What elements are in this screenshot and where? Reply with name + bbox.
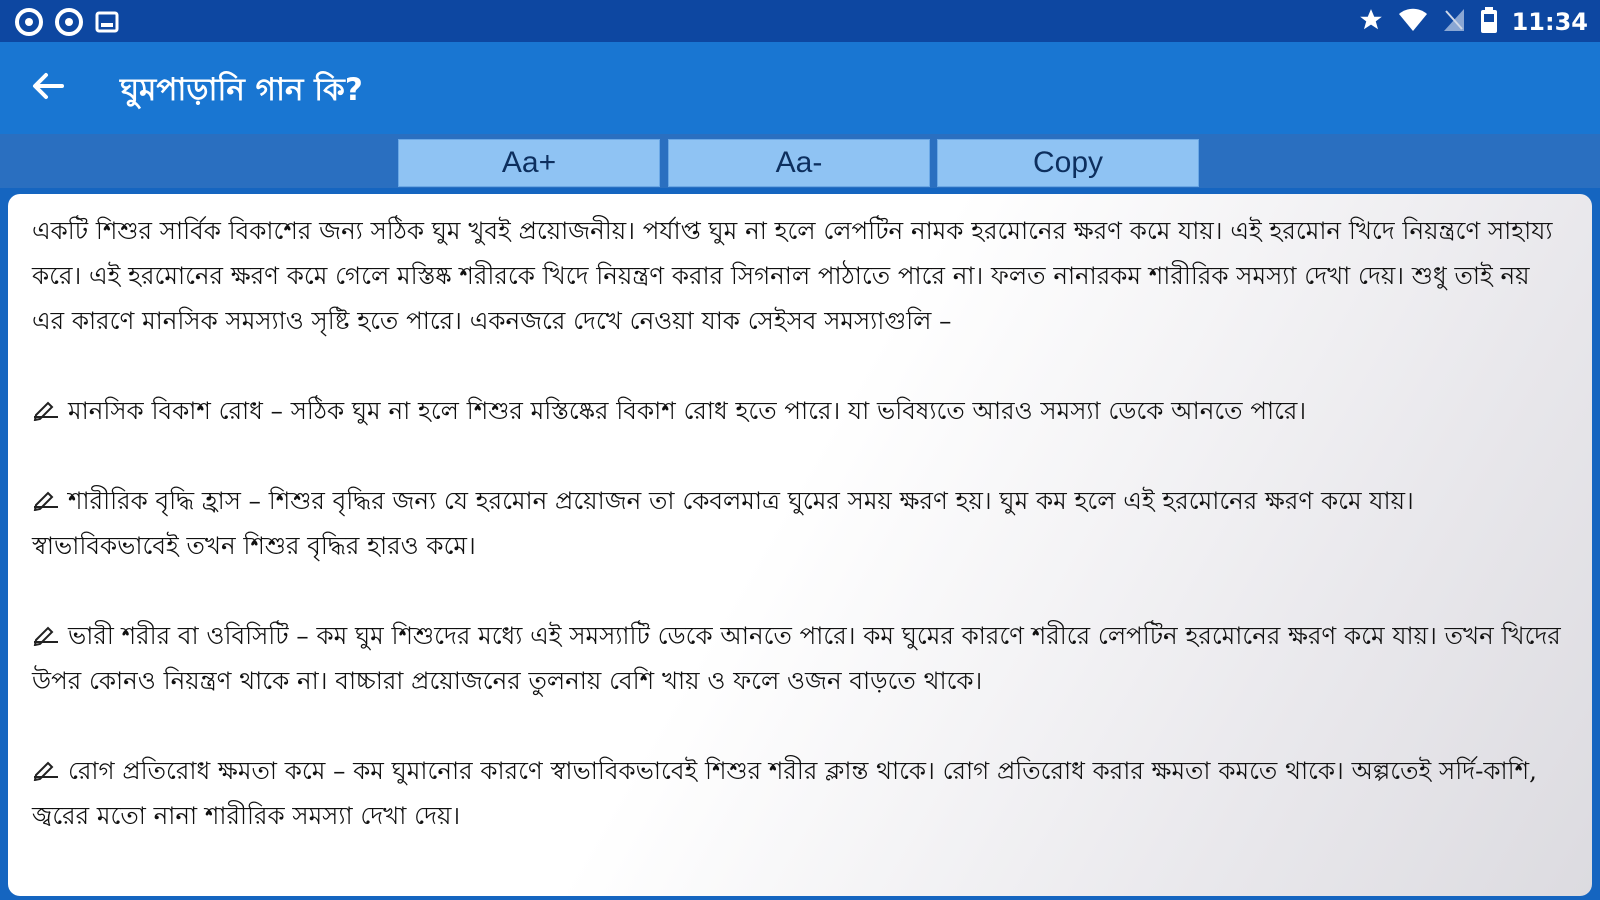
copy-button[interactable]: Copy	[937, 139, 1199, 187]
decrease-font-button[interactable]: Aa-	[668, 139, 930, 187]
no-signal-icon	[1442, 7, 1466, 37]
point-text: ভারী শরীর বা ওবিসিটি – কম ঘুম শিশুদের মধ্যে এই সমস্যাটি ডেকে আনতে পারে। কম ঘুমের কারণে শরীরে লেপটিন হরমোনের ক্ষরণ কমে যায়। তখন খিদের উপর কোনও নিয়ন্ত্রণ থাকে না। বাচ্চারা প্রয়োজনের তুলনায় বেশি খায় ও ফলে ওজন বাড়তে থাকে।	[32, 621, 1561, 695]
record-icon	[14, 7, 44, 41]
status-bar-right	[1358, 6, 1588, 38]
battery-icon	[1480, 6, 1498, 38]
point-text: শারীরিক বৃদ্ধি হ্রাস – শিশুর বৃদ্ধির জন্য যে হরমোন প্রয়োজন তা কেবলমাত্র ঘুমের সময় ক্ষরণ হয়। ঘুম কম হলে এই হরমোনের ক্ষরণ কমে যায়। স্বাভাবিকভাবেই তখন শিশুর বৃদ্ধির হারও কমে।	[32, 486, 1414, 560]
paragraph-spacer	[32, 703, 1566, 748]
status-time: 11:34	[1511, 8, 1588, 36]
wifi-icon	[1398, 7, 1428, 37]
increase-font-button[interactable]: Aa+	[398, 139, 660, 187]
arrow-left-icon	[32, 72, 64, 104]
point-paragraph	[32, 613, 1566, 703]
point-paragraph	[32, 388, 1566, 433]
status-bar-left	[14, 7, 120, 41]
point-text: মানসিক বিকাশ রোধ – সঠিক ঘুম না হলে শিশুর মস্তিষ্কের বিকাশ রোধ হতে পারে। যা ভবিষ্যতে আরও সমস্যা ডেকে আনতে পারে।	[68, 396, 1307, 425]
image-icon	[94, 9, 120, 39]
writing-hand-icon	[32, 750, 60, 772]
back-button[interactable]	[22, 62, 74, 114]
intro-paragraph: একটি শিশুর সার্বিক বিকাশের জন্য সঠিক ঘুম খুবই প্রয়োজনীয়। পর্যাপ্ত ঘুম না হলে লেপটিন নামক হরমোনের ক্ষরণ কমে যায়। এই হরমোন খিদে নিয়ন্ত্রণে সাহায্য করে। এই হরমোনের ক্ষরণ কমে গেলে মস্তিষ্ক শরীরকে খিদে নিয়ন্ত্রণ করার সিগনাল পাঠাতে পারে না। ফলত নানারকম শারীরিক সমস্যা দেখা দেয়। শুধু তাই নয় এর কারণে মানসিক সমস্যাও সৃষ্টি হতে পারে। একনজরে দেখে নেওয়া যাক সেইসব সমস্যাগুলি –	[32, 216, 1553, 335]
paragraph-spacer	[32, 568, 1566, 613]
point-text: রোগ প্রতিরোধ ক্ষমতা কমে – কম ঘুমানোর কারণে স্বাভাবিকভাবেই শিশুর শরীর ক্লান্ত থাকে। রোগ প্রতিরোধ করার ক্ষমতা কমতে থাকে। অল্পতেই সর্দি-কাশি, জ্বরের মতো নানা শারীরিক সমস্যা দেখা দেয়।	[32, 756, 1537, 830]
page-title: ঘুমপাড়ানি গান কি?	[120, 72, 363, 108]
status-bar	[0, 0, 1600, 42]
star-icon	[1358, 7, 1384, 37]
writing-hand-icon	[32, 390, 60, 412]
article-content[interactable]	[8, 194, 1592, 896]
point-paragraph	[32, 478, 1566, 568]
paragraph-spacer	[32, 433, 1566, 478]
writing-hand-icon	[32, 615, 60, 637]
point-paragraph	[32, 748, 1566, 838]
record-icon	[54, 7, 84, 41]
writing-hand-icon	[32, 480, 60, 502]
paragraph-spacer	[32, 343, 1566, 388]
app-bar	[0, 42, 1600, 134]
